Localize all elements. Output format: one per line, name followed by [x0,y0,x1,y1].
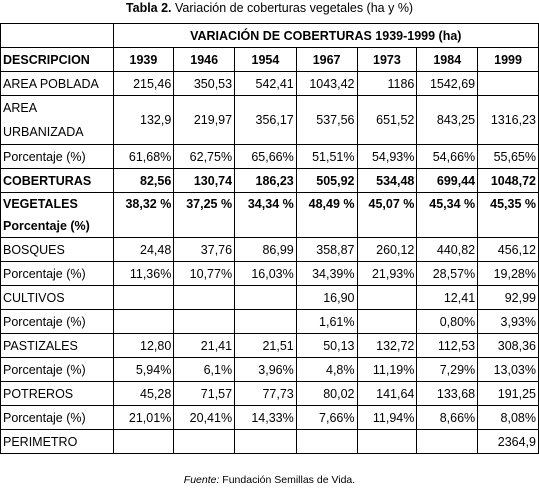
table-row [1,96,539,145]
table-cell: 440,82 [417,238,478,262]
row-label: AREA POBLADA [1,72,114,96]
table-cell: 11,19% [357,358,417,382]
table-cell: 45,28 [113,382,174,406]
table-cell: 133,68 [417,382,478,406]
table-cell: 11,94% [357,406,417,430]
table-row [1,238,539,262]
table-cell: 16,90 [296,286,357,310]
table-cell: 699,44 [417,169,478,193]
source-label: Fuente: [183,474,220,486]
table-row [1,334,539,358]
table-cell: 54,93% [357,145,417,169]
table-cell: 21,01% [113,406,174,430]
table-cell: 1316,23 [478,96,539,145]
table-cell: 1,61% [296,310,357,334]
table-cell: 1048,72 [478,169,539,193]
coverage-table [0,23,539,454]
row-label: Porcentaje (%) [1,145,114,169]
table-cell: 82,56 [113,169,174,193]
table-cell: 537,56 [296,96,357,145]
table-cell [357,310,417,334]
table-cell: 14,33% [235,406,297,430]
table-cell [113,310,174,334]
table-row [1,286,539,310]
table-cell: 260,12 [357,238,417,262]
table-cell [357,286,417,310]
table-row [1,382,539,406]
row-label: COBERTURAS [1,169,114,193]
table-cell [235,430,297,454]
table-row [1,262,539,286]
table-cell: 6,1% [174,358,235,382]
table-cell: 3,93% [478,310,539,334]
table-cell: 1186 [357,72,417,96]
table-cell: 308,36 [478,334,539,358]
table-cell [113,430,174,454]
table-cell: 215,46 [113,72,174,96]
row-label: PASTIZALES [1,334,114,358]
year-header: 1946 [174,48,235,72]
table-cell: 21,93% [357,262,417,286]
row-label: AREA URBANIZADA [1,96,114,145]
year-header: 1939 [113,48,174,72]
year-header: 1984 [417,48,478,72]
table-cell: 24,48 [113,238,174,262]
table-cell: 65,66% [235,145,297,169]
table-cell: 651,52 [357,96,417,145]
table-cell: 10,77% [174,262,235,286]
header-empty-cell [1,24,114,48]
table-cell [357,430,417,454]
table-cell: 61,68% [113,145,174,169]
table-cell: 50,13 [296,334,357,358]
table-cell: 3,96% [235,358,297,382]
source-note [0,474,539,486]
table-cell: 542,41 [235,72,297,96]
table-cell: 86,99 [235,238,297,262]
table-row [1,310,539,334]
table-cell: 62,75% [174,145,235,169]
table-cell: 7,66% [296,406,357,430]
table-caption [0,1,539,15]
row-label-line: Porcentaje (%) [3,219,90,233]
table-cell [478,72,539,96]
table-cell: 132,72 [357,334,417,358]
row-label: Porcentaje (%) [1,406,114,430]
table-cell: 16,03% [235,262,297,286]
row-label [1,193,114,238]
table-cell: 80,02 [296,382,357,406]
table-cell: 843,25 [417,96,478,145]
table-cell [296,430,357,454]
table-cell: 132,9 [113,96,174,145]
table-cell: 21,51 [235,334,297,358]
table-cell: 92,99 [478,286,539,310]
table-cell: 141,64 [357,382,417,406]
table-cell: 34,34 % [235,193,297,238]
table-cell [174,430,235,454]
table-cell: 12,80 [113,334,174,358]
table-cell: 350,53 [174,72,235,96]
year-header: 1967 [296,48,357,72]
table-row [1,169,539,193]
row-label: PERIMETRO [1,430,114,454]
table-cell: 1542,69 [417,72,478,96]
table-cell: 37,76 [174,238,235,262]
table-cell: 19,28% [478,262,539,286]
table-cell [235,310,297,334]
table-cell: 34,39% [296,262,357,286]
row-label: Porcentaje (%) [1,310,114,334]
table-cell: 130,74 [174,169,235,193]
table-cell [113,286,174,310]
row-label: CULTIVOS [1,286,114,310]
table-cell: 71,57 [174,382,235,406]
table-cell: 45,35 % [478,193,539,238]
table-cell: 4,8% [296,358,357,382]
table-cell: 1043,42 [296,72,357,96]
year-header: 1973 [357,48,417,72]
source-text: Fundación Semillas de Vida. [219,474,356,486]
table-cell: 20,41% [174,406,235,430]
row-label-line: VEGETALES [3,197,78,211]
row-label: BOSQUES [1,238,114,262]
row-label: Porcentaje (%) [1,358,114,382]
table-cell: 54,66% [417,145,478,169]
table-cell: 534,48 [357,169,417,193]
table-row [1,72,539,96]
table-cell: 21,41 [174,334,235,358]
caption-text: Variación de coberturas vegetales (ha y %) [171,1,414,15]
table-cell [417,430,478,454]
table-cell: 358,87 [296,238,357,262]
table-cell: 11,36% [113,262,174,286]
table-cell [235,286,297,310]
table-cell: 219,97 [174,96,235,145]
table-cell: 112,53 [417,334,478,358]
table-cell: 2364,9 [478,430,539,454]
table-cell: 28,57% [417,262,478,286]
table-cell: 37,25 % [174,193,235,238]
table-cell [174,310,235,334]
caption-label: Tabla 2. [125,1,172,15]
year-header: 1954 [235,48,297,72]
table-cell: 51,51% [296,145,357,169]
table-cell: 5,94% [113,358,174,382]
table-row [1,145,539,169]
table-cell: 12,41 [417,286,478,310]
table-cell: 55,65% [478,145,539,169]
table-cell: 505,92 [296,169,357,193]
row-label: POTREROS [1,382,114,406]
table-cell: 77,73 [235,382,297,406]
desc-header: DESCRIPCION [1,48,114,72]
table-cell: 8,66% [417,406,478,430]
table-cell: 8,08% [478,406,539,430]
table-cell: 456,12 [478,238,539,262]
table-cell: 45,07 % [357,193,417,238]
table-cell: 13,03% [478,358,539,382]
table-cell: 356,17 [235,96,297,145]
table-row [1,406,539,430]
table-row [1,193,539,238]
table-cell [174,286,235,310]
table-cell: 191,25 [478,382,539,406]
super-header: VARIACIÓN DE COBERTURAS 1939-1999 (ha) [113,24,538,48]
table-cell: 0,80% [417,310,478,334]
year-header: 1999 [478,48,539,72]
table-cell: 38,32 % [113,193,174,238]
table-cell: 186,23 [235,169,297,193]
table-cell: 45,34 % [417,193,478,238]
table-cell: 7,29% [417,358,478,382]
table-row [1,430,539,454]
table-row [1,358,539,382]
table-cell: 48,49 % [296,193,357,238]
row-label: Porcentaje (%) [1,262,114,286]
